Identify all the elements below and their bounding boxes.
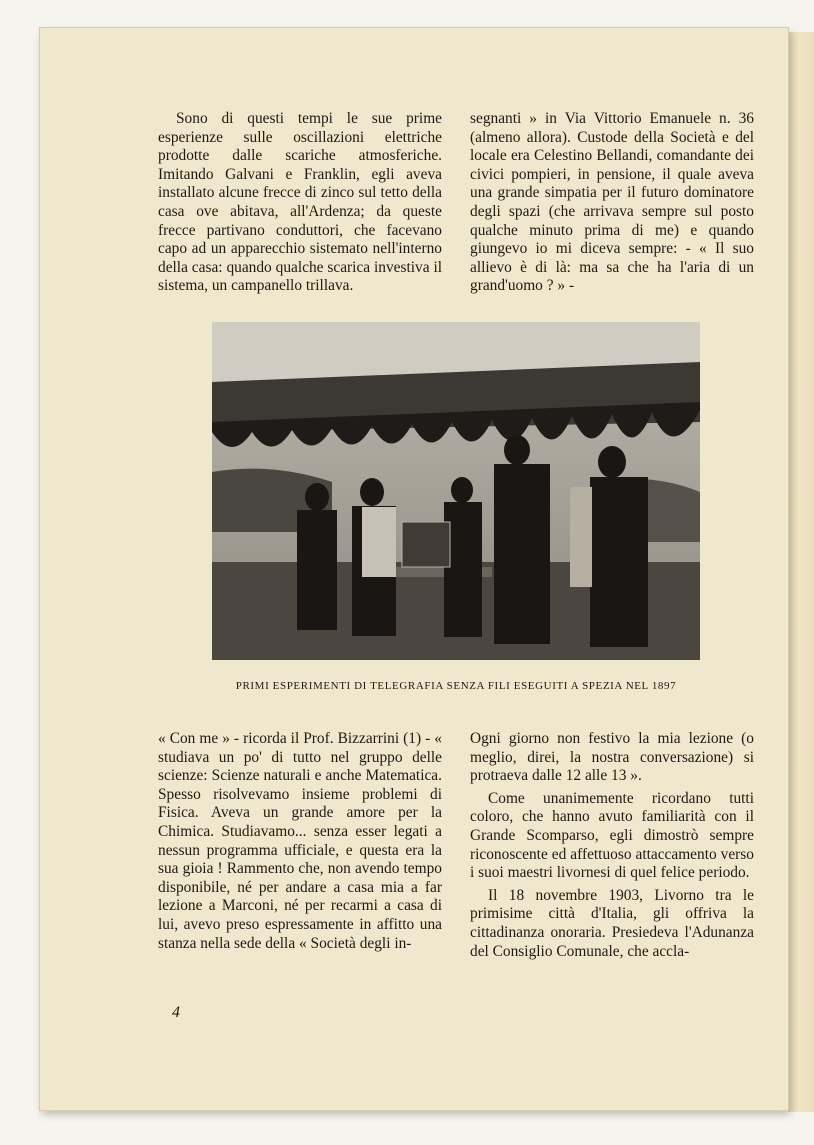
paragraph: segnanti » in Via Vittorio Emanuele n. 36 (almeno allora). Custode della Società e del locale era Celestino Bellandi, comandante dei civici pompieri, in pensione, il quale aveva una grande simpatia per il futuro dominatore degli spazi (che arrivava sempre sul posto qualche minuto prima di me) e quando giungevo io mi diceva sempre: - « Il suo allievo è di là: ma sa che ha l'aria di un grand'uomo ? » - [470,110,754,295]
paragraph: « Con me » - ricorda il Prof. Bizzarrini (1) - « studiava un po' di tutto nel gruppo delle scienze: Scienze naturali e anche Matematica. Spesso risolvevamo insieme problemi di Fisica. Aveva un grande amore per la Chimica. Studiavamo... senza esser legati a nessun programma ufficiale, e questa era la sua gioia ! Rammento che, non avendo tempo disponibile, né per andare a casa mia a far lezione a Marconi, né per recarmi a casa di lui, avevo preso espressamente in affitto una stanza nella sede della « Società degli in- [158,730,442,952]
paragraph: Ogni giorno non festivo la mia lezione (o meglio, direi, la nostra conversazione) si protraeva dalle 12 alle 13 ». [470,730,754,785]
paragraph: Come unanimemente ricordano tutti coloro, che hanno avuto familiarità con il Grande Scomparso, egli dimostrò sempre riconoscente ed affettuoso attaccamento verso i suoi maestri livornesi di quel felice periodo. [470,789,754,882]
left-column-bottom [158,730,442,953]
paragraph: Il 18 novembre 1903, Livorno tra le primisime città d'Italia, gli offriva la cittadinanza onoraria. Presiedeva l'Adunanza del Consiglio Comunale, che accla- [470,886,754,960]
paragraph: Sono di questi tempi le sue prime esperienze sulle oscillazioni elettriche prodotte dalle scariche atmosferiche. Imitando Galvani e Franklin, egli aveva installato alcune frecce di zinco sul tetto della casa ove abitava, all'Ardenza; da queste frecce partivano conduttori, che facevano capo ad un apparecchio sistemato nell'interno della casa: quando qualche scarica investiva il sistema, un campanello trillava. [158,110,442,295]
right-column-bottom [470,730,754,961]
photo-caption: PRIMI ESPERIMENTI DI TELEGRAFIA SENZA FILI ESEGUITI A SPEZIA NEL 1897 [235,680,677,692]
page-edge [788,32,814,1112]
right-column-top [470,110,754,296]
photo-illustration [212,322,700,660]
page-number: 4 [172,1004,180,1021]
historical-photo [212,322,700,660]
left-column-top [158,110,442,296]
